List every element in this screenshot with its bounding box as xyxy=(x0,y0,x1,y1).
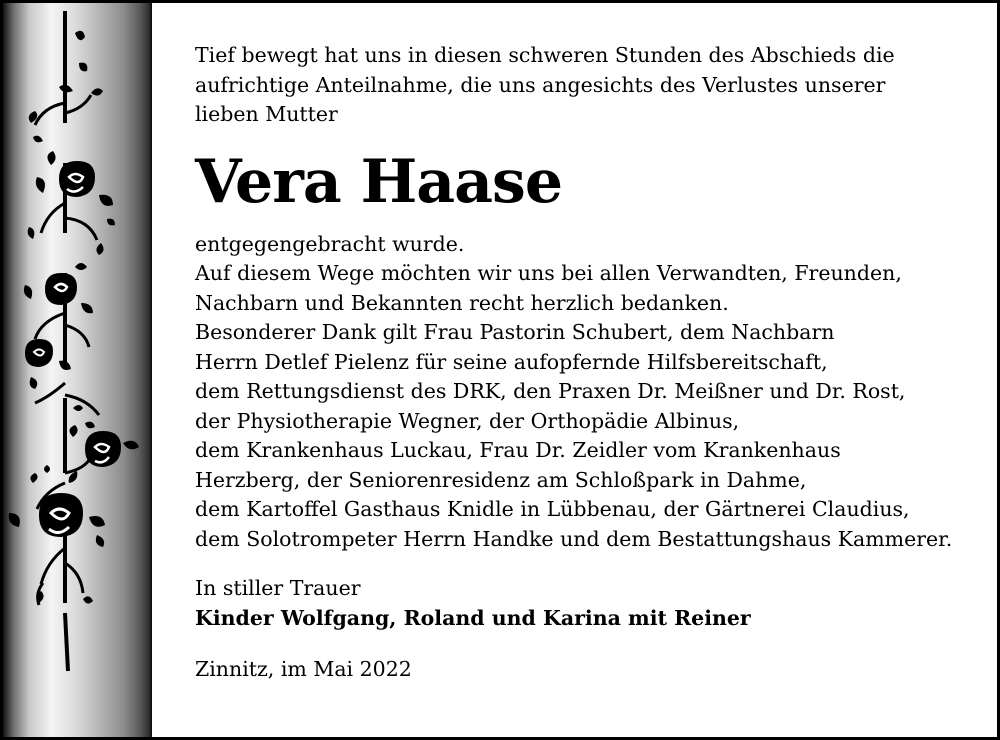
body-line: Besonderer Dank gilt Frau Pastorin Schubert, dem Nachbarn xyxy=(195,320,835,344)
signatories: Kinder Wolfgang, Roland und Karina mit Reiner xyxy=(195,605,751,630)
signature-block xyxy=(195,574,985,685)
obituary-text xyxy=(195,41,985,685)
body-line: dem Krankenhaus Luckau, Frau Dr. Zeidler vom Krankenhaus xyxy=(195,438,841,462)
thanks-paragraph xyxy=(195,230,985,555)
intro-line: lieben Mutter xyxy=(195,102,338,126)
deceased-name: Vera Haase xyxy=(195,146,562,217)
body-line: der Physiotherapie Wegner, der Orthopädie Albinus, xyxy=(195,408,740,433)
body-line: dem Solotrompeter Herrn Handke und dem Bestattungshaus Kammerer. xyxy=(195,526,953,551)
body-line: Auf diesem Wege möchten wir uns bei allen Verwandten, Freunden, xyxy=(195,261,902,285)
intro-line: Tief bewegt hat uns in diesen schweren Stunden des Abschieds die xyxy=(195,43,895,67)
body-line: dem Rettungsdienst des DRK, den Praxen Dr. Meißner und Dr. Rost, xyxy=(195,379,906,403)
body-line: dem Kartoffel Gasthaus Knidle in Lübbenau, der Gärtnerei Claudius, xyxy=(195,497,910,521)
decorative-side-panel xyxy=(3,3,152,737)
body-line: Herzberg, der Seniorenresidenz am Schloßpark in Dahme, xyxy=(195,467,807,492)
mourning-phrase: In stiller Trauer xyxy=(195,576,361,600)
intro-line: aufrichtige Anteilnahme, die uns angesichts des Verlustes unserer xyxy=(195,72,886,97)
intro-paragraph xyxy=(195,41,985,130)
body-line: Herrn Detlef Pielenz für seine aufopfernde Hilfsbereitschaft, xyxy=(195,349,828,374)
rose-vine-icon xyxy=(3,3,150,737)
body-line: Nachbarn und Bekannten recht herzlich bedanken. xyxy=(195,290,729,315)
body-line: entgegengebracht wurde. xyxy=(195,231,465,256)
place-date: Zinnitz, im Mai 2022 xyxy=(195,657,412,681)
